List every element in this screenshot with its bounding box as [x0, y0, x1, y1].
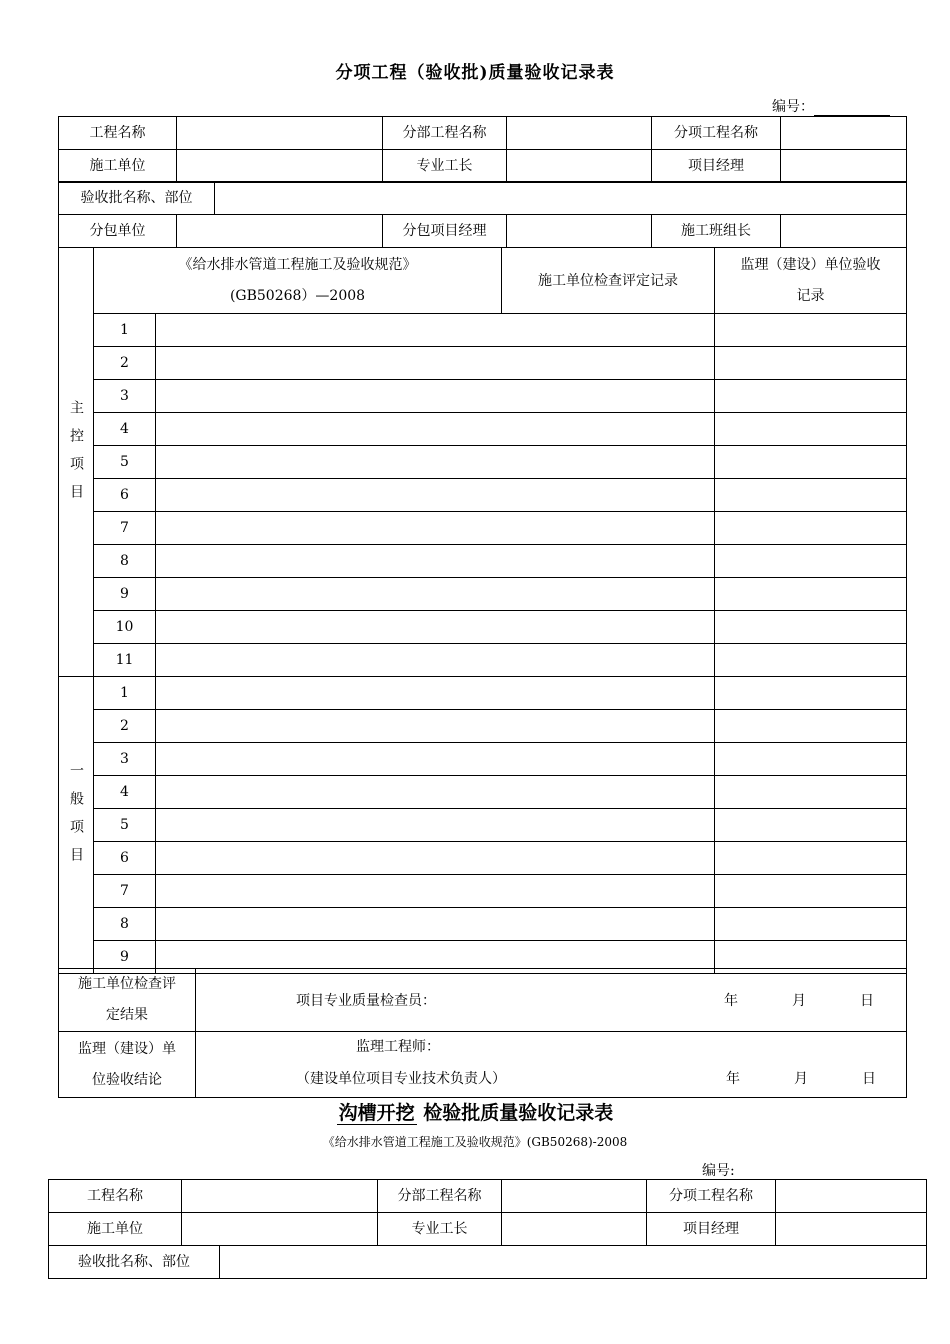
accept-label-line2: 位验收结论	[92, 1071, 162, 1088]
accept-year: 年	[726, 1071, 740, 1087]
field-subcontract-manager[interactable]	[507, 215, 652, 248]
form2-field-sub-project-name[interactable]	[502, 1180, 647, 1213]
supervision-header	[715, 248, 907, 314]
form2-label-project-manager: 项目经理	[647, 1213, 776, 1246]
eval-label	[59, 969, 196, 1032]
accept-label	[59, 1032, 196, 1098]
general-item-number: 1	[94, 677, 156, 710]
form2-batch-table	[48, 1245, 927, 1279]
general-item-number: 8	[94, 908, 156, 941]
spec-header-line2: (GB50268）—2008	[229, 287, 366, 304]
label-specialty-foreman: 专业工长	[383, 150, 507, 183]
form2-label-batch-name-location: 验收批名称、部位	[49, 1246, 220, 1279]
form2-label-specialty-foreman: 专业工长	[378, 1213, 502, 1246]
form2-label-item-project-name: 分项工程名称	[647, 1180, 776, 1213]
main-item-number: 6	[94, 479, 156, 512]
general-item-check[interactable]	[715, 710, 907, 743]
main-item-spec[interactable]	[156, 545, 715, 578]
main-control-label: 主控项目	[68, 400, 84, 512]
form1-number-field[interactable]	[814, 101, 890, 116]
eval-year: 年	[724, 993, 738, 1009]
form1-subcontract-table	[58, 214, 907, 248]
form1-batch-table	[58, 181, 907, 215]
main-item-number: 10	[94, 611, 156, 644]
form2-number-field[interactable]	[735, 1165, 877, 1180]
form2-subtitle: 《给水排水管道工程施工及验收规范》(GB50268)-2008	[322, 1135, 628, 1149]
supervision-header-line1: 监理（建设）单位验收	[740, 256, 881, 273]
main-item-number: 2	[94, 347, 156, 380]
general-item-number: 6	[94, 842, 156, 875]
main-item-number: 4	[94, 413, 156, 446]
general-item-number: 3	[94, 743, 156, 776]
general-item-spec[interactable]	[156, 809, 715, 842]
main-item-check[interactable]	[715, 545, 907, 578]
accept-content[interactable]	[196, 1032, 907, 1098]
main-item-number: 1	[94, 314, 156, 347]
main-item-check[interactable]	[715, 512, 907, 545]
accept-engineer: 监理工程师：	[356, 1039, 440, 1055]
form2-label-construction-unit: 施工单位	[49, 1213, 182, 1246]
form2-field-project-name[interactable]	[182, 1180, 378, 1213]
field-subcontract-unit[interactable]	[177, 215, 383, 248]
label-project-manager: 项目经理	[652, 150, 781, 183]
main-control-label-cell	[59, 248, 94, 677]
form2-title-suffix: 检验批质量验收记录表	[416, 1102, 614, 1124]
field-construction-unit[interactable]	[177, 150, 383, 183]
main-item-check[interactable]	[715, 413, 907, 446]
form2-field-construction-unit[interactable]	[182, 1213, 378, 1246]
eval-label-line1: 施工单位检查评	[78, 976, 176, 992]
eval-content[interactable]	[196, 969, 907, 1032]
main-item-spec[interactable]	[156, 446, 715, 479]
check-record-header: 施工单位检查评定记录	[502, 248, 715, 314]
general-item-number: 7	[94, 875, 156, 908]
main-item-check[interactable]	[715, 578, 907, 611]
main-item-spec[interactable]	[156, 578, 715, 611]
form2-number	[702, 1160, 877, 1180]
main-item-spec[interactable]	[156, 347, 715, 380]
field-batch-name-location[interactable]	[215, 182, 907, 215]
general-item-number: 5	[94, 809, 156, 842]
general-item-spec[interactable]	[156, 776, 715, 809]
field-project-manager[interactable]	[781, 150, 907, 183]
general-item-number: 2	[94, 710, 156, 743]
form1-conclusion-table	[58, 968, 907, 1098]
form1-number-label: 编号：	[772, 99, 814, 115]
eval-day: 日	[860, 993, 874, 1009]
field-sub-project-name[interactable]	[507, 117, 652, 150]
label-team-leader: 施工班组长	[652, 215, 781, 248]
general-item-spec[interactable]	[156, 743, 715, 776]
main-item-check[interactable]	[715, 611, 907, 644]
label-sub-project-name: 分部工程名称	[383, 117, 507, 150]
eval-inspector: 项目专业质量检查员：	[296, 993, 436, 1009]
label-subcontract-unit: 分包单位	[59, 215, 177, 248]
accept-day: 日	[862, 1071, 876, 1087]
main-item-check[interactable]	[715, 446, 907, 479]
main-item-number: 3	[94, 380, 156, 413]
main-item-check[interactable]	[715, 479, 907, 512]
form2-label-project-name: 工程名称	[49, 1180, 182, 1213]
spec-header	[94, 248, 502, 314]
general-label: 一般项目	[68, 763, 84, 875]
general-item-number: 4	[94, 776, 156, 809]
general-item-spec[interactable]	[156, 710, 715, 743]
form1-items-table	[58, 247, 907, 974]
main-item-number: 5	[94, 446, 156, 479]
form2-field-project-manager[interactable]	[776, 1213, 927, 1246]
field-team-leader[interactable]	[781, 215, 907, 248]
main-item-spec[interactable]	[156, 314, 715, 347]
form2-info-table	[48, 1179, 927, 1246]
field-project-name[interactable]	[177, 117, 383, 150]
general-item-number: 9	[94, 941, 156, 974]
general-label-cell	[59, 677, 94, 974]
main-item-spec[interactable]	[156, 644, 715, 677]
eval-month: 月	[792, 993, 806, 1009]
field-specialty-foreman[interactable]	[507, 150, 652, 183]
form2-title	[0, 1098, 950, 1125]
label-project-name: 工程名称	[59, 117, 177, 150]
label-item-project-name: 分项工程名称	[652, 117, 781, 150]
accept-month: 月	[794, 1071, 808, 1087]
main-item-spec[interactable]	[156, 611, 715, 644]
main-item-spec[interactable]	[156, 380, 715, 413]
general-item-check[interactable]	[715, 776, 907, 809]
supervision-header-line2: 记录	[796, 287, 825, 304]
label-construction-unit: 施工单位	[59, 150, 177, 183]
general-item-check[interactable]	[715, 875, 907, 908]
main-item-check[interactable]	[715, 314, 907, 347]
general-item-spec[interactable]	[156, 677, 715, 710]
general-item-spec[interactable]	[156, 908, 715, 941]
main-item-check[interactable]	[715, 644, 907, 677]
general-item-check[interactable]	[715, 908, 907, 941]
main-item-number: 9	[94, 578, 156, 611]
main-item-check[interactable]	[715, 347, 907, 380]
main-item-spec[interactable]	[156, 479, 715, 512]
form2-title-prefix[interactable]: 沟槽开挖	[338, 1102, 415, 1124]
general-item-check[interactable]	[715, 809, 907, 842]
form1-info-table	[58, 116, 907, 183]
general-item-spec[interactable]	[156, 875, 715, 908]
main-item-number: 11	[94, 644, 156, 677]
main-item-spec[interactable]	[156, 512, 715, 545]
form2-field-batch-name-location[interactable]	[220, 1246, 927, 1279]
main-item-spec[interactable]	[156, 413, 715, 446]
general-item-spec[interactable]	[156, 842, 715, 875]
eval-label-line2: 定结果	[106, 1007, 148, 1023]
form2-field-specialty-foreman[interactable]	[502, 1213, 647, 1246]
form1-number	[772, 96, 890, 116]
form1-title: 分项工程（验收批)质量验收记录表	[335, 63, 615, 83]
form2-field-item-project-name[interactable]	[776, 1180, 927, 1213]
main-item-number: 8	[94, 545, 156, 578]
form2-number-label: 编号:	[702, 1163, 735, 1179]
accept-label-line1: 监理（建设）单	[78, 1040, 176, 1057]
accept-owner: （建设单位项目专业技术负责人）	[296, 1071, 506, 1087]
main-item-number: 7	[94, 512, 156, 545]
form2-label-sub-project-name: 分部工程名称	[378, 1180, 502, 1213]
main-item-check[interactable]	[715, 380, 907, 413]
field-item-project-name[interactable]	[781, 117, 907, 150]
general-item-check[interactable]	[715, 842, 907, 875]
label-batch-name-location: 验收批名称、部位	[59, 182, 215, 215]
general-item-check[interactable]	[715, 743, 907, 776]
label-subcontract-manager: 分包项目经理	[383, 215, 507, 248]
general-item-check[interactable]	[715, 677, 907, 710]
spec-header-line1: 《给水排水管道工程施工及验收规范》	[178, 256, 417, 273]
